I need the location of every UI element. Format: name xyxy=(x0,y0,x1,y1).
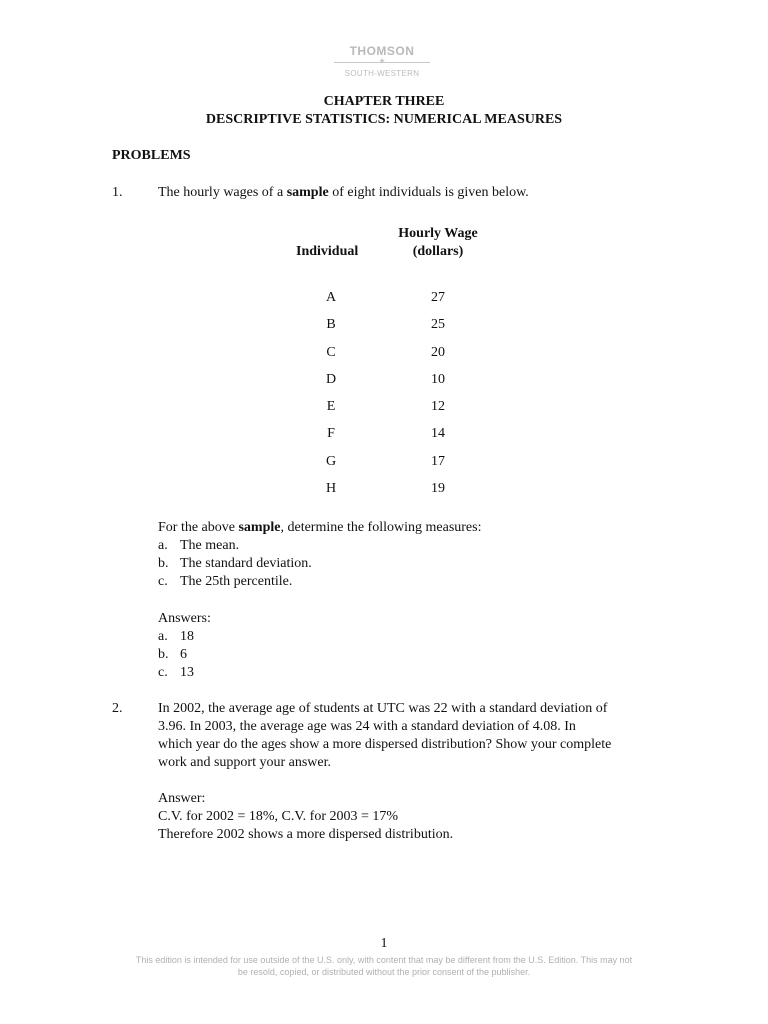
answers-label: Answers: xyxy=(158,611,211,626)
problem-1-intro-after: of eight individuals is given below. xyxy=(328,185,529,200)
section-heading: PROBLEMS xyxy=(112,148,191,163)
answer-value: 13 xyxy=(180,665,194,680)
part-label: c. xyxy=(158,574,168,589)
answer-label: c. xyxy=(158,665,168,680)
table-cell-individual: H xyxy=(325,481,337,496)
problem-1-question-bold: sample xyxy=(238,520,281,535)
problem-2-number: 2. xyxy=(112,701,123,716)
table-cell-wage: 19 xyxy=(431,481,445,496)
part-text: The 25th percentile. xyxy=(180,574,293,589)
table-cell-wage: 14 xyxy=(431,426,445,441)
table-header-individual: Individual xyxy=(296,244,359,259)
part-text: The mean. xyxy=(180,538,240,553)
chapter-subtitle: DESCRIPTIVE STATISTICS: NUMERICAL MEASURES xyxy=(205,112,563,127)
problem-2-answer-label: Answer: xyxy=(158,791,206,806)
publisher-logo-top: THOMSON xyxy=(349,44,415,58)
table-cell-individual: D xyxy=(325,372,337,387)
publisher-logo-bottom: SOUTH-WESTERN xyxy=(344,69,420,78)
problem-2-text-line: work and support your answer. xyxy=(158,755,332,770)
table-cell-wage: 20 xyxy=(431,345,445,360)
problem-1-question-after: , determine the following measures: xyxy=(280,520,482,535)
problem-2-text-line: In 2002, the average age of students at UTC was 22 with a standard deviation of xyxy=(158,701,608,716)
answer-label: a. xyxy=(158,629,168,644)
table-cell-individual: A xyxy=(325,290,337,305)
footer-line-2: be resold, copied, or distributed without the prior consent of the publisher. xyxy=(237,967,531,977)
table-cell-wage: 17 xyxy=(431,454,445,469)
answer-value: 18 xyxy=(180,629,194,644)
table-cell-individual: B xyxy=(326,317,336,332)
table-cell-individual: F xyxy=(327,426,335,441)
footer-line-1: This edition is intended for use outside of the U.S. only, with content that may be different from the U.S. Edition. This may not xyxy=(135,955,633,965)
logo-star-icon: ✦ xyxy=(378,56,386,66)
table-header-wage-line1: Hourly Wage xyxy=(398,226,478,241)
table-cell-wage: 10 xyxy=(431,372,445,387)
chapter-title: CHAPTER THREE xyxy=(323,94,445,109)
problem-1-intro-before: The hourly wages of a xyxy=(158,185,287,200)
problem-2-text-line: which year do the ages show a more dispersed distribution? Show your complete xyxy=(158,737,612,752)
answer-value: 6 xyxy=(180,647,187,662)
table-cell-individual: G xyxy=(325,454,337,469)
table-header-wage-line2: (dollars) xyxy=(412,244,464,259)
problem-1-question-before: For the above xyxy=(158,520,239,535)
page-number: 1 xyxy=(380,936,388,951)
problem-2-answer-line: Therefore 2002 shows a more dispersed distribution. xyxy=(158,827,454,842)
problem-1-question xyxy=(158,520,481,536)
part-label: a. xyxy=(158,538,168,553)
table-cell-individual: E xyxy=(326,399,336,414)
problem-1-intro xyxy=(158,185,529,201)
problem-2-text-line: 3.96. In 2003, the average age was 24 with a standard deviation of 4.08. In xyxy=(158,719,576,734)
table-cell-individual: C xyxy=(326,345,336,360)
part-text: The standard deviation. xyxy=(180,556,312,571)
table-cell-wage: 12 xyxy=(431,399,445,414)
problem-2-answer-line: C.V. for 2002 = 18%, C.V. for 2003 = 17% xyxy=(158,809,399,824)
part-label: b. xyxy=(158,556,169,571)
answer-label: b. xyxy=(158,647,169,662)
problem-1-intro-bold: sample xyxy=(286,185,329,200)
footer-notice xyxy=(104,954,664,978)
table-cell-wage: 27 xyxy=(431,290,445,305)
table-cell-wage: 25 xyxy=(431,317,445,332)
problem-1-number: 1. xyxy=(112,185,123,200)
